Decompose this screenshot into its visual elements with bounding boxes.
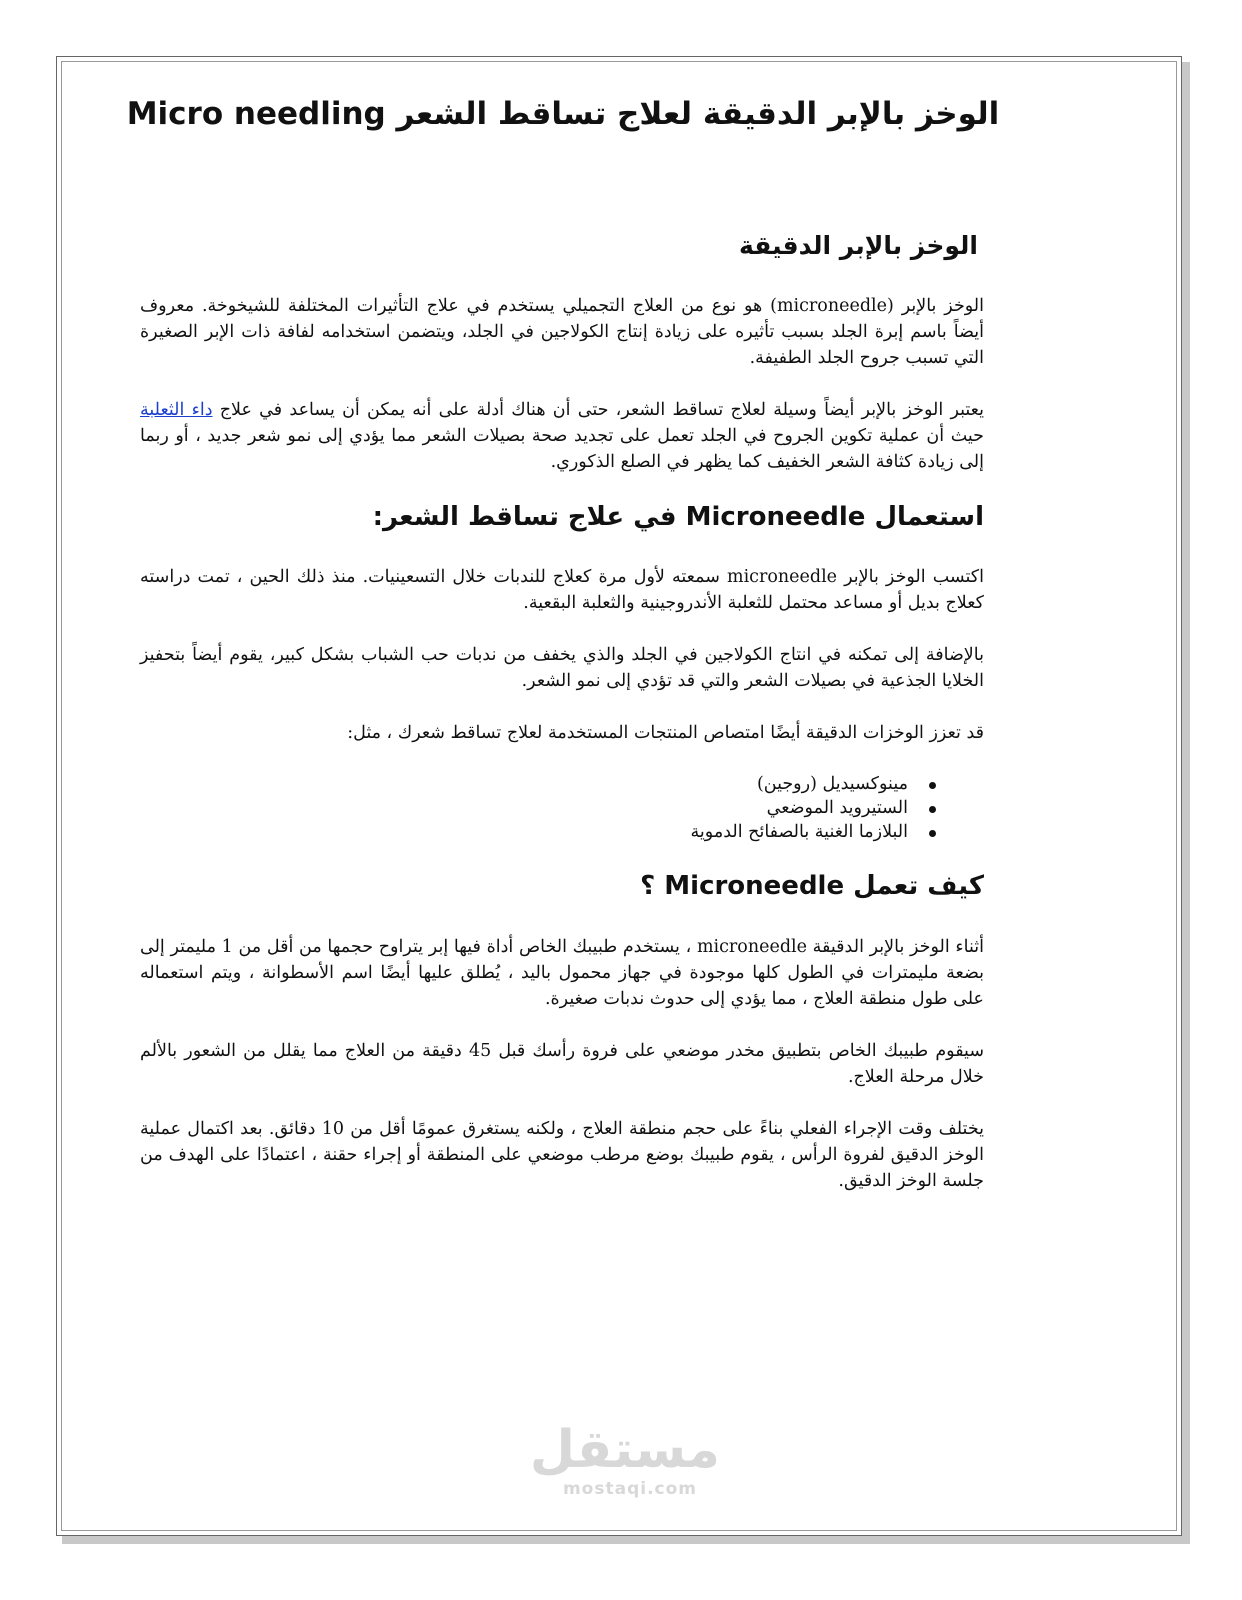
watermark-latin-text: mostaqi.com	[562, 1479, 698, 1499]
section-heading-usage: استعمال Microneedle في علاج تساقط الشعر:	[372, 501, 984, 532]
list-item: الستيرويد الموضعي	[140, 796, 908, 820]
list-item: البلازما الغنية بالصفائح الدموية	[140, 820, 908, 844]
paragraph-duration: يختلف وقت الإجراء الفعلي بناءً على حجم منطقة العلاج ، ولكنه يستغرق عمومًا أقل من 10 دقائق. بعد اكتمال عملية الوخز الدقيق لفروة الرأس ، يقوم طبيبك بوضع مرطب موضعي على المنطقة أو إجراء حقنة ، اعتمادًا على الهدف من جلسة الوخز الدقيق.	[140, 1119, 984, 1192]
document-body	[140, 230, 984, 1220]
watermark-arabic-logo: مستقل	[529, 1420, 720, 1480]
mostaql-watermark	[529, 1420, 720, 1499]
list-item: مينوكسيديل (روجين)	[140, 772, 908, 796]
paragraph-procedure: أثناء الوخز بالإبر الدقيقة microneedle ، يستخدم طبيبك الخاص أداة فيها إبر يتراوح حجمها من أقل من 1 مليمتر إلى بضعة مليمترات في الطول كلها موجودة في جهاز محمول باليد ، يُطلق عليها أيضًا اسم الأسطوانة ، ويتم استعماله على طول منطقة العلاج ، مما يؤدي إلى حدوث ندبات صغيرة.	[140, 937, 984, 1010]
document-title: الوخز بالإبر الدقيقة لعلاج تساقط الشعر Micro needling	[126, 96, 1000, 132]
section-heading-microneedling: الوخز بالإبر الدقيقة	[738, 231, 978, 260]
alopecia-link[interactable]: داء الثعلبة	[140, 399, 213, 420]
paragraph-history: اكتسب الوخز بالإبر microneedle سمعته لأول مرة كعلاج للندبات خلال التسعينيات. منذ ذلك الحين ، تمت دراسته كعلاج بديل أو مساعد محتمل للثعلبة الأندروجينية والثعلبة البقعية.	[140, 567, 984, 614]
paragraph-definition: الوخز بالإبر (microneedle) هو نوع من العلاج التجميلي يستخدم في علاج التأثيرات المختلفة للشيخوخة. معروف أيضاً باسم إبرة الجلد بسبب تأثيره على زيادة إنتاج الكولاجين في الجلد، ويتضمن استخدامه لفافة ذات الإبر الصغيرة التي تسبب جروح الجلد الطفيفة.	[140, 295, 984, 368]
products-list	[140, 772, 984, 844]
paragraph-hair-loss-treatment	[140, 397, 984, 475]
paragraph-text-before-link: يعتبر الوخز بالإبر أيضاً وسيلة لعلاج تساقط الشعر، حتى أن هناك أدلة على أنه يمكن أن يساعد في علاج	[212, 399, 984, 420]
section-heading-how-it-works: كيف تعمل Microneedle ؟	[640, 871, 984, 902]
paragraph-anesthetic: سيقوم طبيبك الخاص بتطبيق مخدر موضعي على فروة رأسك قبل 45 دقيقة من العلاج مما يقلل من الشعور بالألم خلال مرحلة العلاج.	[140, 1041, 984, 1088]
paragraph-stem-cells: بالإضافة إلى تمكنه في انتاج الكولاجين في الجلد والذي يخفف من ندبات حب الشباب بشكل كبير، يقوم أيضاً بتحفيز الخلايا الجذعية في بصيلات الشعر والتي قد تؤدي إلى نمو الشعر.	[140, 645, 984, 692]
paragraph-absorption: قد تعزز الوخزات الدقيقة أيضًا امتصاص المنتجات المستخدمة لعلاج تساقط شعرك ، مثل:	[347, 723, 984, 744]
paragraph-text-after-link: حيث أن عملية تكوين الجروح في الجلد تعمل على تجديد صحة بصيلات الشعر مما يؤدي إلى نمو شعر جديد ، أو ربما إلى زيادة كثافة الشعر الخفيف كما يظهر في الصلع الذكوري.	[140, 425, 984, 472]
